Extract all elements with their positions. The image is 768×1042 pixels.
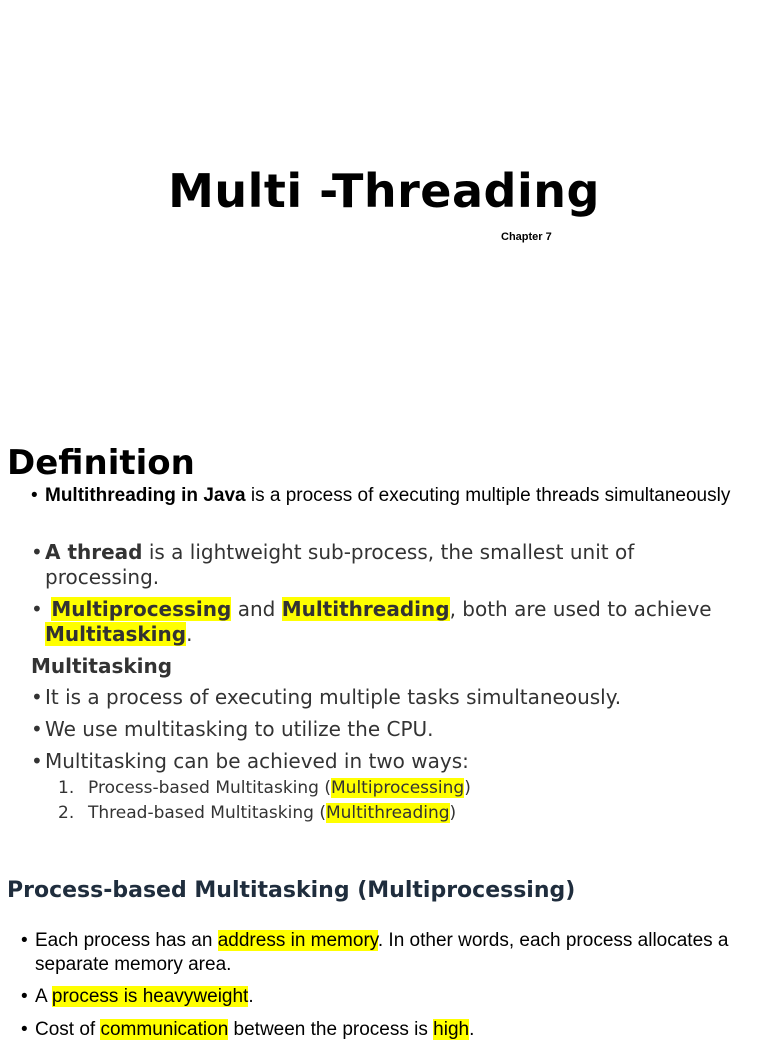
slide-title: Multi -Threading <box>168 164 600 218</box>
multitasking-bullet-3 <box>31 749 765 774</box>
highlight-multitasking: Multitasking <box>45 622 187 646</box>
slide-subtitle: Chapter 7 <box>501 231 552 243</box>
numbered-item-2 <box>58 802 456 824</box>
process-bullet-3 <box>21 1018 755 1042</box>
bullet-marker: • <box>31 717 43 741</box>
bullet-bold-term: A thread <box>45 540 143 564</box>
highlight-address-in-memory: address in memory <box>217 930 378 951</box>
bullet-text: between the process is <box>228 1019 434 1040</box>
highlight-multithreading: Multithreading <box>325 803 450 823</box>
definition-heading: Definition <box>7 443 195 483</box>
item-text: Thread-based Multitasking ( <box>88 803 326 823</box>
bullet-marker: • <box>31 685 43 709</box>
highlight-process-heavyweight: process is heavyweight <box>51 986 249 1007</box>
highlight-multiprocessing: Multiprocessing <box>51 597 232 621</box>
definition-bullet-1 <box>31 484 745 508</box>
bullet-text: We use multitasking to utilize the CPU. <box>45 717 434 741</box>
bullet-marker: • <box>31 597 43 621</box>
highlight-communication: communication <box>100 1019 229 1040</box>
item-number: 1. <box>58 778 75 798</box>
item-number: 2. <box>58 803 75 823</box>
bullet-text: Each process has an <box>35 930 218 951</box>
multitasking-bullet-1 <box>31 685 765 710</box>
bullet-text: , both are used to achieve <box>449 597 712 621</box>
numbered-item-1 <box>58 777 471 799</box>
highlight-multithreading: Multithreading <box>281 597 450 621</box>
highlight-multiprocessing: Multiprocessing <box>331 778 465 798</box>
bullet-marker: • <box>31 540 43 564</box>
bullet-bold-term: Multithreading in Java <box>45 485 246 506</box>
highlight-high: high <box>433 1019 470 1040</box>
bullet-text: is a process of executing multiple threads simultaneously <box>245 485 731 506</box>
bullet-marker: • <box>21 986 28 1007</box>
bullet-text: . In other words, each process allocates a separate memory area. <box>35 930 729 975</box>
multitasking-bullet-2 <box>31 717 765 742</box>
process-bullet-2 <box>21 985 755 1009</box>
bullet-marker: • <box>31 749 43 773</box>
bullet-text: . <box>248 986 254 1007</box>
bullet-text: It is a process of executing multiple tasks simultaneously. <box>45 685 622 709</box>
item-text: Process-based Multitasking ( <box>88 778 332 798</box>
bullet-marker: • <box>21 930 28 951</box>
bullet-marker: • <box>21 1019 28 1040</box>
bullet-text: is a lightweight sub-process, the smallest unit of processing. <box>45 540 635 589</box>
item-text: ) <box>464 778 471 798</box>
bullet-text: Multitasking can be achieved in two ways: <box>45 749 469 773</box>
bullet-text: . <box>186 622 193 646</box>
definition-bullet-3 <box>31 597 745 647</box>
bullet-text: and <box>231 597 282 621</box>
definition-bullet-2 <box>31 540 745 590</box>
bullet-marker: • <box>31 485 38 506</box>
bullet-text: A <box>35 986 52 1007</box>
process-based-heading: Process-based Multitasking (Multiprocessing) <box>7 878 576 903</box>
item-text: ) <box>449 803 457 823</box>
process-bullet-1 <box>21 929 755 977</box>
bullet-text: . <box>469 1019 475 1040</box>
bullet-text: Cost of <box>35 1019 101 1040</box>
multitasking-subheading: Multitasking <box>31 654 173 678</box>
